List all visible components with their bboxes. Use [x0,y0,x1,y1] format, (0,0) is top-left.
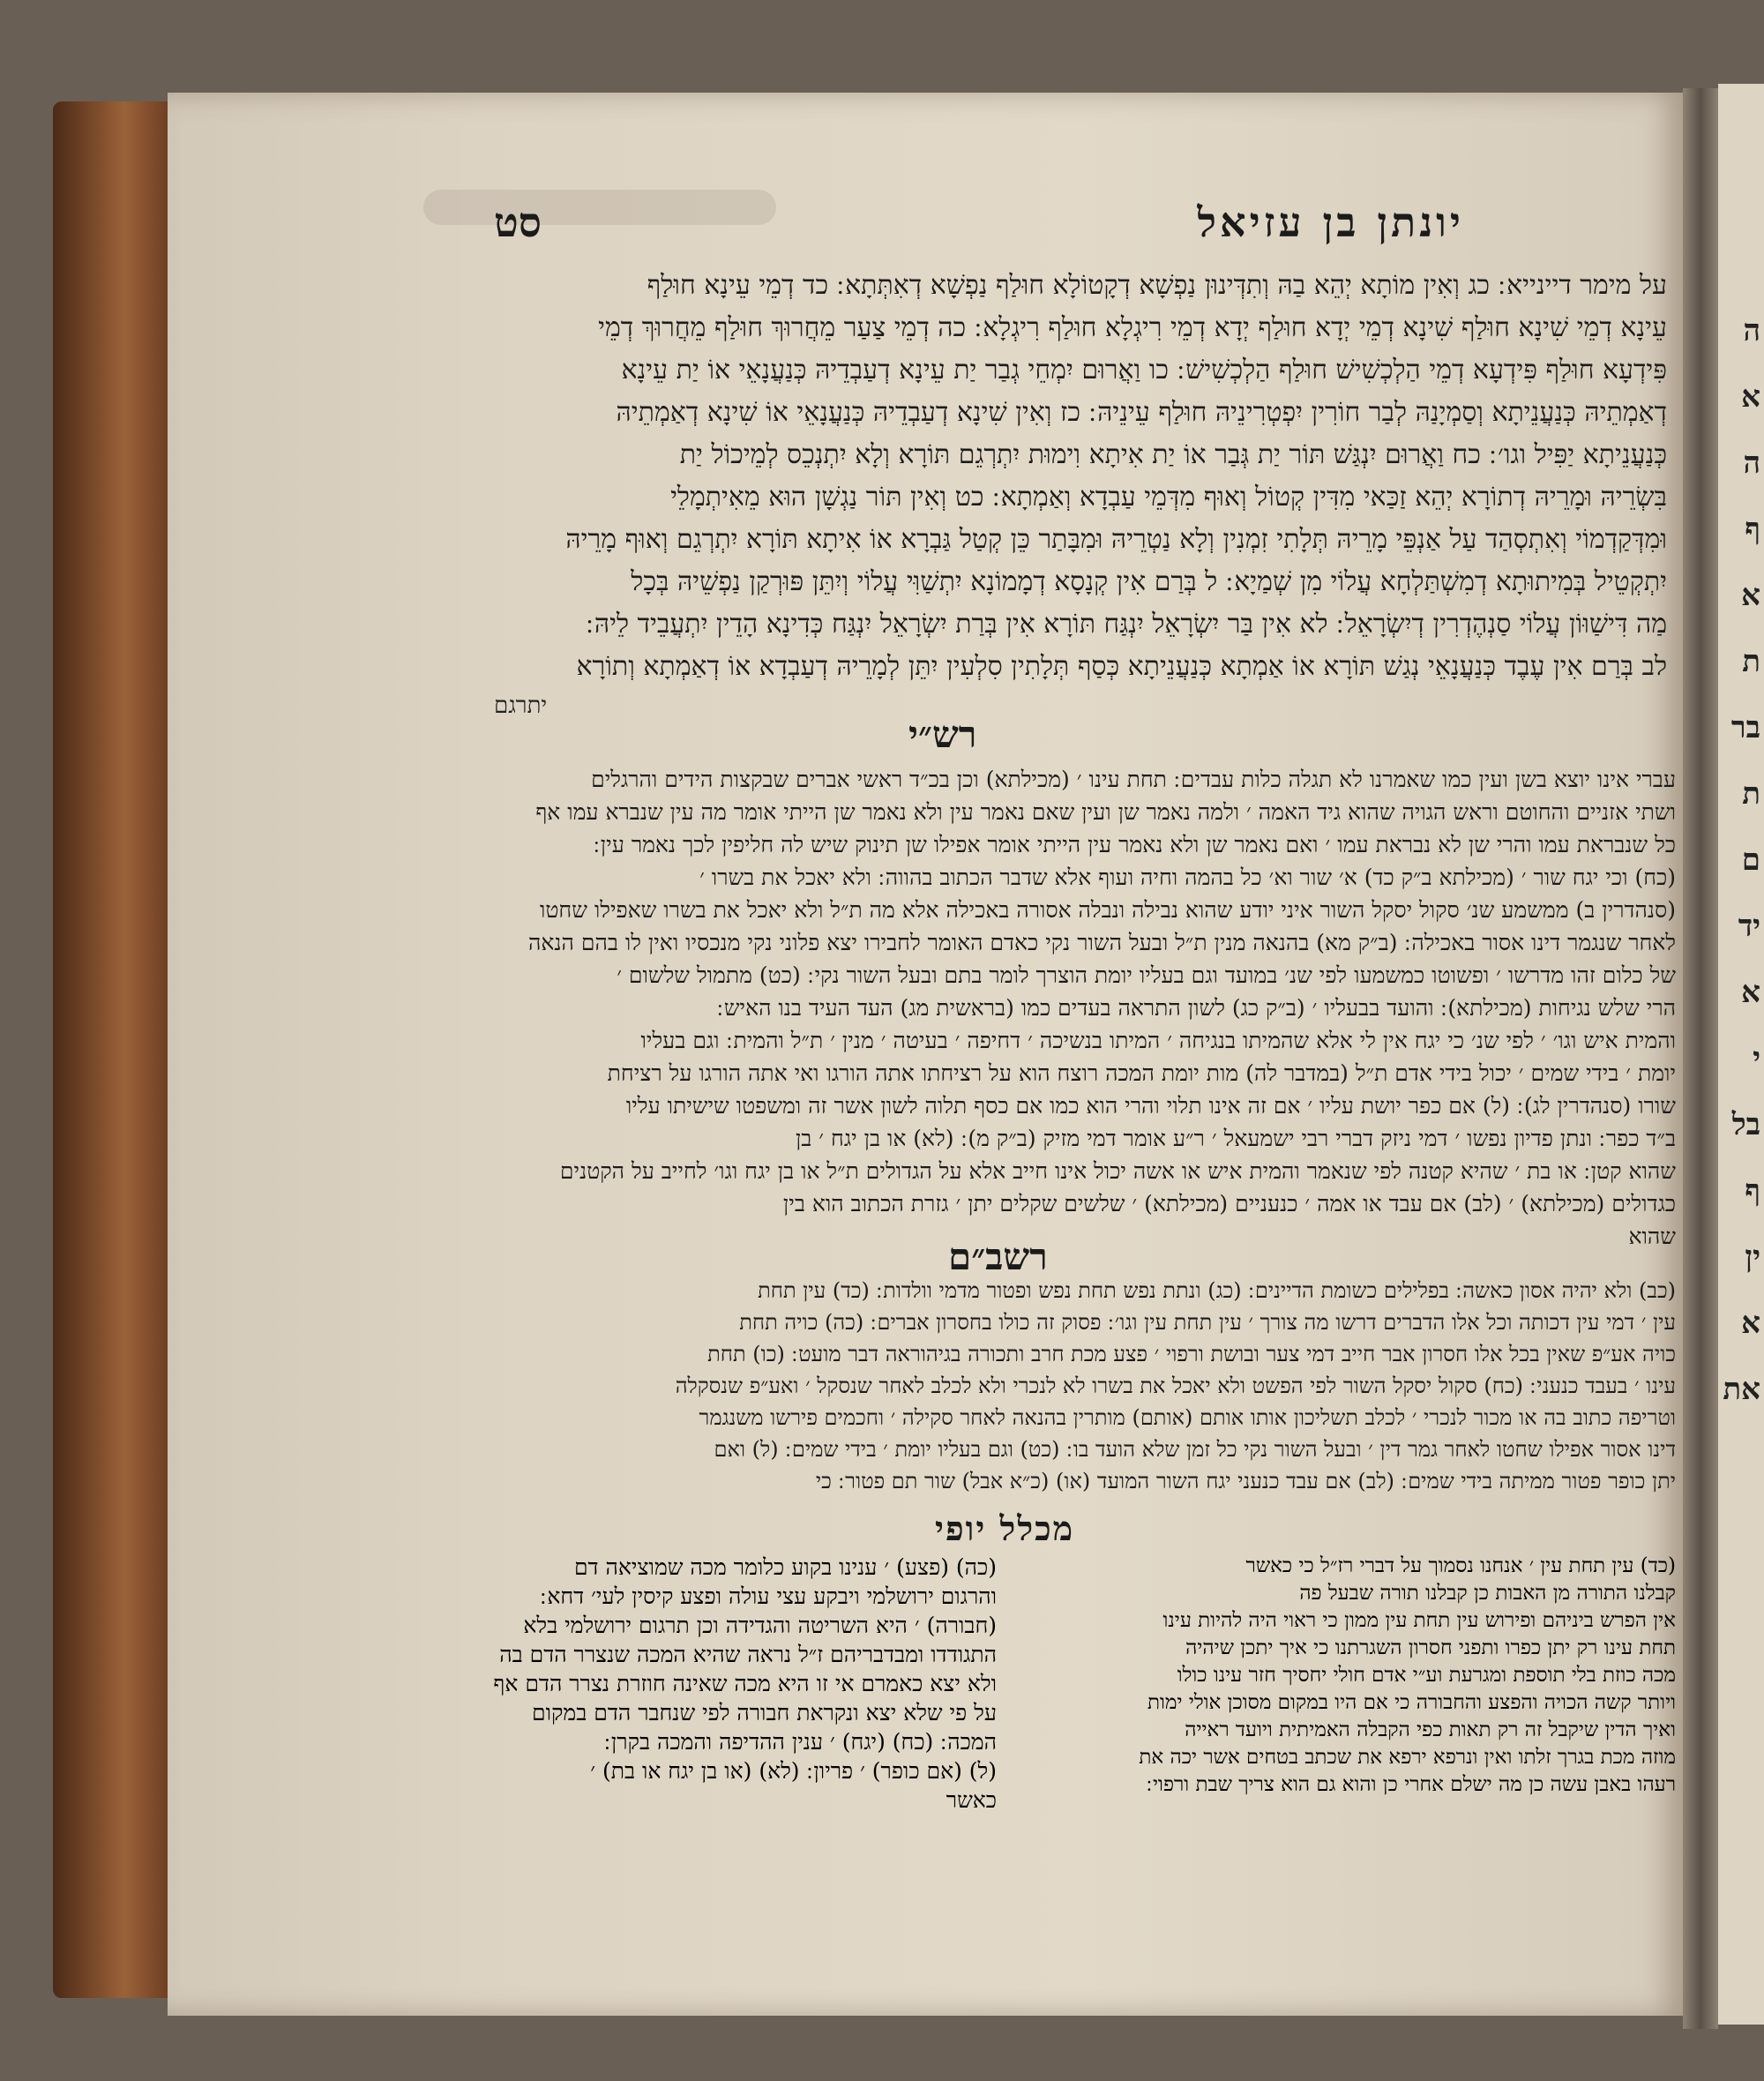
running-title: יונתן בן עזיאל [1197,198,1464,246]
facing-page-char: ף [1745,512,1760,547]
facing-page-char: א [1741,379,1760,415]
rashbam-line: וטריפה כתוב בה או מכור לנכרי ׳ לכלב תשליכון אותו אותם (אותם) מותרין בהנאה לאחר סקילה ׳ וחכמים פירשו משנגמר [699,1405,1676,1430]
rashbam-commentary-block [335,1275,1676,1500]
page-header [494,198,1464,251]
targum-line: וּמִדְּקַדְמוֹי וְאִתְסְהַד עַל אַנְפֵּי מָרֵיהּ תְּלָתִי זִמְנִין וְלָא נַטְרֵיהּ וּמִבָּתַר כֵּן קְטַל גַּבְרָא אוֹ אִיתָא תּוֹרָא יִתְרְגֵם וְאוּף מָרֵיהּ [565,524,1667,555]
rashi-line: (כח) וכי יגח שור ׳ (מכילתא ב״ק כד) א׳ שור וא׳ כל בהמה וחיה ועוף אלא שדבר הכתוב בהווה ׃ ולא יאכל את בשרו ׳ [699,865,1676,890]
mikhlal-right-line: אין הפרש ביניהם ופירוש עין תחת עין ממון כי ראוי היה להיות עינו [1162,1609,1676,1632]
facing-page-char: יד [1738,909,1760,944]
mikhlal-left-line: (חבורה) ׳ היא השריטה והגדידה וכן תרגום ירושלמי בלא [523,1613,997,1638]
targum-line: מַה דִּישַׁוּוֹן עֲלוֹי סַנְהֶדְרִין דְיִשְׂרָאֵל ׃ לא אִין בַּר יִשְׂרָאֵל יִנְגַּח תּוֹרָא אִין בְּרַת יִשְׂרָאֵל יִנְגַּח כְּדִינָא הָדֵין יִתְעֲבֵיד לֵיהּ ׃ [586,609,1667,640]
rashi-line: ושתי אזניים והחוטם וראש הגויה שהוא גיד האמה ׳ ולמה נאמר שן ועין שאם נאמר עין ולא נאמר שן הייתי אומר מה עין שנברא עמו אף [535,799,1676,825]
rashi-line: הרי שלש נגיחות (מכילתא) ׃ והועד בבעליו ׳ (ב״ק כג) לשון התראה בעדים כמו (בראשית מג) העד העיד בנו האיש ׃ [716,995,1676,1021]
facing-page-char: א [1741,1306,1760,1341]
mikhlal-left-line: המכה ׃ (כח) (יגח) ׳ ענין ההדיפה והמכה בקרן ׃ [603,1729,997,1755]
book-spine-edge [53,101,172,1998]
facing-page-char: א [1741,975,1760,1010]
facing-page-char: א [1741,578,1760,613]
mikhlal-right-line: קבלנו התורה מן האבות כן קבלנו תורה שבעל פה [1299,1582,1676,1605]
facing-page-char: בל [1731,1107,1760,1142]
facing-page-char: ם [1741,842,1760,878]
mikhlal-right-line: מוזה מכת בגרך זלתו ואין ונרפא ירפא את שכתב בטחים אשר יכה את [1139,1746,1676,1769]
facing-page-strip [1718,84,1764,2025]
mikhlal-right-line: תחת עינו רק יתן כפרו ותפני חסרון השגרתנו כי איך יתכן שיהיה [1185,1636,1676,1659]
targum-line: פִּידְעָא חוּלַף פִּידְעָא דְמֵי הַלְכְשִׁישׁ חוּלַף הַלְכְשִׁישׁ ׃ כו וַאֲרוּם יִמְחֵי גְבַר יַת עֵינָא דְעַבְדֵיהּ כְּנַעֲנָאֵי אוֹ יַת עֵינָא [621,355,1667,386]
facing-page-char: ף [1745,1173,1760,1209]
rashi-commentary-block [335,763,1676,1249]
mikhlal-left-line: התגודדו ומבדבריהם ז״ל נראה שהיא המכה שנצרר הדם בה [499,1642,997,1667]
book-gutter [1683,88,1718,2029]
targum-line: דְאַמְתֵיהּ כְּנַעֲנֵיתָא וְסַמְיָנַהּ לְבַר חוֹרִין יִפְטְרִינֵיהּ חוּלַף עֵינֵיהּ ׃ כז וְאִין שִׁינָא דְעַבְדֵיהּ כְּנַעֲנָאֵי אוֹ שִׁינָא דְאַמְתֵיהּ [616,397,1667,428]
targum-line: בִּשְׂרֵיהּ וּמָרֵיהּ דְתוֹרָא יְהֵא זַכַּאי מִדִּין קְטוֹל וְאוּף מִדְּמֵי עַבְדָא וְאַמְתָא ׃ כט וְאִין תּוֹר נַגְשָׁן הוּא מֵאִיתְמָלֵי [670,482,1667,513]
targum-line: כְּנַעֲנֵיתָא יַפִּיל וגו׳ ׃ כח וַאֲרוּם יִנְגַּשׁ תּוֹר יַת גְּבַר אוֹ יַת אִיתָא וִימוּת יִתְרְגֵם תּוֹרָא וְלָא יִתְנְכֵס לְמֵיכוֹל יַת [679,439,1667,470]
targum-text-block [335,265,1667,684]
mikhlal-left-line: והרגום ירושלמי ויבקע עצי עולה ופצע קיסין לעי׳ דחא ׃ [540,1583,997,1609]
targum-catchword: יתרגם [494,692,548,719]
mikhlal-yofi-left-column [370,1553,997,1844]
rashi-line: של כלום זהו מדרשו ׳ ופשוטו כמשמעו לפי שנ׳ במועד וגם בעליו יומת הוצרך לומר בתם ובעל השור נקי ׃ (כט) מתמול שלשום ׳ [617,962,1676,988]
targum-line: עֵינָא דְמֵי שִׁינָא חוּלַף שִׁינָא דְמֵי יְדָא חוּלַף יְדָא דְמֵי רִיגְלָא חוּלַף רִיגְלָא ׃ כה דְמֵי צַעַר מֵחֲרוּךְ חוּלַף מֵחֲרוּךְ דְמֵי [598,312,1667,343]
mikhlal-yofi-heading: מכלל יופי [935,1508,1075,1548]
rashbam-line: עינו ׳ בעבד כנעני ׃ (כח) סקול יסקל השור לפי הפשט ולא יאכל את בשרו לא לנכרי ולא לכלב לאחר שנסקל ׳ ואע״פ שנסקלה [675,1374,1676,1398]
rashbam-line: יתן כופר פטור ממיתה בידי שמים ׃ (לב) אם עבד כנעני יגח השור המועד (או) (כ״א אבל) שור תם פטור ׃ כי [815,1469,1676,1493]
facing-page-char: ין [1745,1239,1760,1275]
facing-page-char: י [1753,1041,1760,1076]
mikhlal-left-line: על פי שלא יצא ונקראת חבורה לפי שנחבר הדם במקום [532,1700,997,1725]
facing-page-char: ת [1742,776,1760,812]
rashi-line: כל שנבראת עמו והרי שן לא נבראת עמו ׳ ואם נאמר שן ולא נאמר עין הייתי אומר אפילו שן תינוק שיש לה חליפין לכך נאמר עין ׃ [593,832,1676,857]
mikhlal-left-line: ולא יצא כאמרם אי זו היא מכה שאינה חוזרת נצרר הדם אף [493,1671,997,1696]
rashi-line: שורו (סנהדרין לג) ׃ (ל) אם כפר יושת עליו ׳ אם זה אינו תלוי והרי הוא כמו אם כסף תלוה לשון אשר זה ומשפטו שישיתו עליו [625,1093,1676,1119]
mikhlal-left-line: (כה) (פצע) ׳ ענינו בקוע כלומר מכה שמוציאה דם [573,1554,997,1580]
facing-page-char: ה [1743,313,1760,348]
mikhlal-right-line: ואיך הדין שיקבל זה רק תאות כפי הקבלה האמיתית ויועד ראייה [1185,1718,1676,1741]
facing-page-char: בר [1730,710,1760,745]
mikhlal-right-line: רעהו באבן עשה כן מה ישלם אחרי כן והוא גם הוא צריך שבת ורפוי ׃ [1146,1773,1676,1796]
page-number: סט [494,198,542,246]
facing-page-char: ת [1742,644,1760,679]
targum-line: יִתְקְטֵיל בְּמִיתוּתָא דְמִשְׁתַּלְחָא עֲלוֹי מִן שְׁמַיָא ׃ ל בְּרַם אִין קְנָסָא דְמָמוֹנָא יִתְשַׁוִּי עֲלוֹי וְיִתֵּן פּוּרְקַן נַפְשֵׁיהּ בְּכָל [631,566,1667,597]
rashi-line: לאחר שנגמר דינו אסור באכילה ׃ (ב״ק מא) בהנאה מנין ת״ל ובעל השור נקי כאדם האומר לחבירו יצא פלוני נקי מנכסיו ואין לו בהם הנאה [528,930,1676,955]
rashbam-line: כויה אע״פ שאין בכל אלו חסרון אבר חייב דמי צער ובושת ורפוי ׳ פצע מכת חרב ותכורה בגיהוראה דבר מועט ׃ (כו) תחת [707,1342,1676,1366]
mikhlal-right-line: מכה כוזת בלי תוספת ומגרעת וע״י אדם חולי יחסיך חזר עינו כולו [1177,1664,1676,1687]
rashi-line: כגדולים (מכילתא) ׳ (לב) אם עבד או אמה ׳ כנעניים (מכילתא) ׳ שלשים שקלים יתן ׳ גזרת הכתוב הוא בין [782,1191,1676,1216]
mikhlal-left-line: כאשר [946,1787,997,1813]
facing-page-char: ה [1743,445,1760,481]
rashi-line: ב״ד כפר ׃ ונתן פדיון נפשו ׳ דמי ניזק דברי רבי ישמעאל ׳ ר״ע אומר דמי מזיק (ב״ק מ) ׃ (לא) או בן יגח ׳ בן [795,1126,1676,1151]
facing-page-char: את [1723,1372,1760,1407]
rashi-line: יומת ׳ בידי שמים ׳ יכול בידי אדם ת״ל (במדבר לה) מות יומת המכה רוצח הוא על רציחתו אתה הורגו ואי אתה הורגו על רציחת [607,1060,1676,1086]
targum-line: על מימר דיינייא ׃ כג וְאִין מוֹתָא יְהֵא בַהּ וְתִדְּינוּן נַפְשָׁא דְקָטוֹלָא חוּלַף נַפְשָׁא דְאִתְּתָא ׃ כד דְמֵי עֵינָא חוּלַף [647,270,1667,301]
rashbam-line: עין ׳ דמי עין דכותה וכל אלו הדברים דרשו מה צורך ׳ עין תחת עין וגו׳ ׃ פסוק זה כולו בחסרון אברים ׃ (כה) כויה תחת [739,1310,1676,1335]
mikhlal-right-line: (כד) עין תחת עין ׳ אנחנו נסמוך על דברי רז״ל כי כאשר [1245,1554,1676,1577]
targum-line: לב בְּרַם אִין עֶבֶד כְּנַעֲנָאֵי נְגַשׁ תּוֹרָא אוֹ אַמְתָא כְּנַעֲנֵיתָא כְּסַף תְּלָתִין סִלְעִין יִתֵּן לְמָרֵיהּ דְעַבְדָא אוֹ דְאַמְתָא וְתוֹרָא [576,651,1667,682]
rashi-heading: רש״י [908,713,977,756]
rashbam-line: דינו אסור אפילו שחטו לאחר גמר דין ׳ ובעל השור נקי כל זמן שלא הועד בו ׃ (כט) וגם בעליו יומת ׳ בידי שמים ׃ (ל) ואם [714,1437,1676,1462]
mikhlal-left-line: (ל) (אם כופר) ׳ פריון ׃ (לא) (או בן יגח או בת) ׳ [590,1758,997,1784]
rashi-line: שהוא [1628,1224,1676,1249]
rashi-line: שהוא קטן ׃ או בת ׳ שהיא קטנה לפי שנאמר והמית איש או אשה יכול אינו חייב אלא על הגדולים ת״ל או בן יגח וגו׳ לחייב על הקטנים [559,1158,1676,1184]
mikhlal-right-line: ויותר קשה הכויה והפצע והחבורה כי אם היו במקום מסוכן אולי ימות [1147,1691,1676,1714]
rashbam-heading: רשב״ם [948,1235,1048,1278]
rashbam-line: (כב) ולא יהיה אסון כאשה ׃ בפלילים כשומת הדיינים ׃ (כג) ונתת נפש תחת נפש ופטור מדמי וולדות ׃ (כד) עין תחת [758,1278,1676,1303]
mikhlal-yofi-right-column [1023,1553,1676,1844]
rashi-line: והמית איש וגו׳ ׳ לפי שנ׳ כי יגח אין לי אלא שהמיתו בנגיחה ׳ המיתו בנשיכה ׳ דחיפה ׳ בעיטה ׳ מנין ׳ ת״ל והמית ׃ וגם בעליו [640,1028,1676,1053]
rashi-line: (סנהדרין ב) ממשמע שנ׳ סקול יסקל השור איני יודע שהוא נבילה ונבלה אסורה באכילה אלא מה ת״ל ולא יאכל את בשרו שאפילו שחטו [539,897,1676,923]
rashi-line: עברי אינו יוצא בשן ועין כמו שאמרנו לא תגלה כלות עבדים ׃ תחת עינו ׳ (מכילתא) וכן בכ״ד ראשי אברים שבקצות הידים והרגלים [591,767,1676,792]
